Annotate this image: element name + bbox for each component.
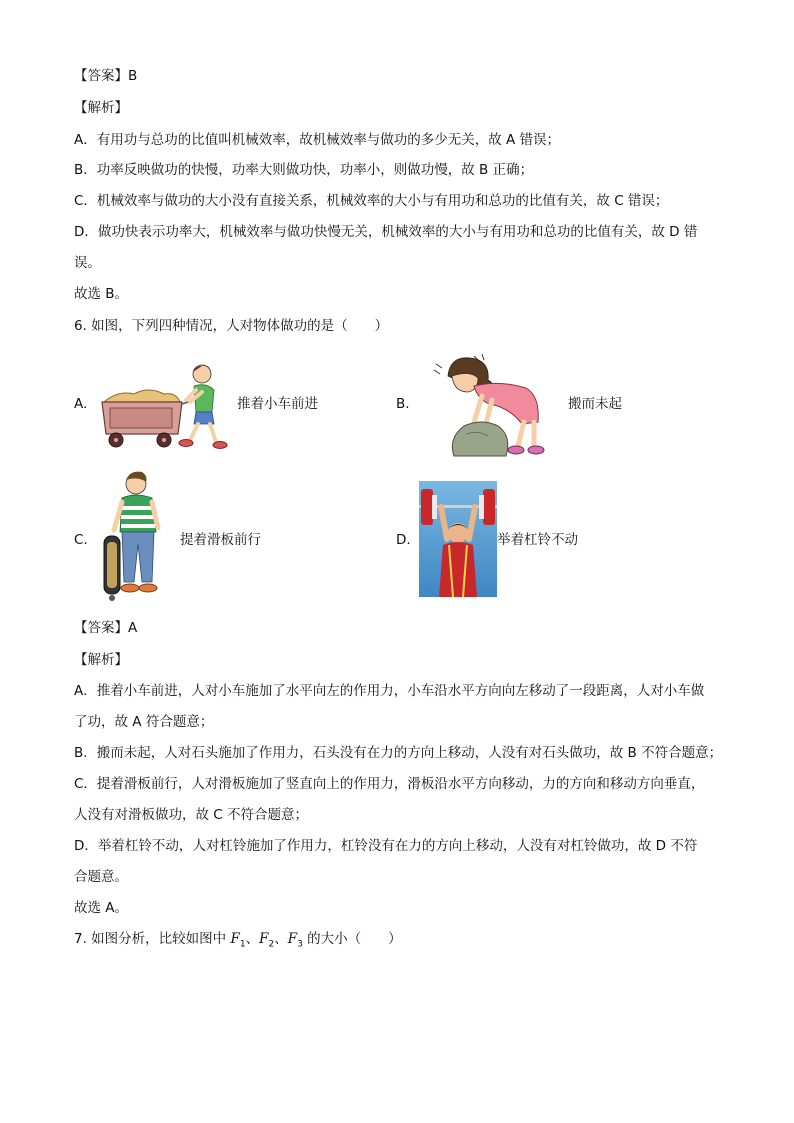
q5-analysis-c: C．机械效率与做功的大小没有直接关系，机械效率的大小与有用功和总功的比值有关，故 C 错误； <box>74 193 669 209</box>
force-f1-symbol: F <box>230 931 240 947</box>
q6-analysis-c-line2: 人没有对滑板做功，故 C 不符合题意； <box>74 807 309 823</box>
q5-analysis-b: B．功率反映做功的快慢，功率大则做功快，功率小，则做功慢，故 B 正确； <box>74 162 534 178</box>
option-d-letter: D. <box>396 532 411 548</box>
option-c-letter: C. <box>74 532 88 548</box>
q6-analysis-b: B．搬而未起，人对石头施加了作用力，石头没有在力的方向上移动，人没有对石头做功，故 B 不符合题意； <box>74 745 723 761</box>
boy-carrying-skateboard-illustration <box>100 470 166 606</box>
weightlifter-photo <box>419 481 497 597</box>
q6-analysis-d-line1: D．举着杠铃不动，人对杠铃施加了作用力，杠铃没有在力的方向上移动，人没有对杠铃做功，故 D 不符 <box>74 838 698 854</box>
force-f3-subscript: 3 <box>297 939 303 950</box>
q7-stem-suffix: 的大小（ ） <box>302 931 402 947</box>
option-d-caption: 举着杠铃不动 <box>497 532 578 548</box>
q5-conclusion: 故选 B。 <box>74 286 129 302</box>
q5-analysis-d-line2: 误。 <box>74 255 101 271</box>
force-f2-subscript: 2 <box>268 939 275 950</box>
girl-lifting-stone-illustration <box>430 352 554 458</box>
option-b-caption: 搬而未起 <box>568 396 622 412</box>
q5-analysis-a: A．有用功与总功的比值叫机械效率，故机械效率与做功的多少无关，故 A 错误； <box>74 132 561 148</box>
force-f1-subscript: 1 <box>239 939 246 950</box>
q6-conclusion: 故选 A。 <box>74 900 129 916</box>
option-c-caption: 提着滑板前行 <box>180 532 261 548</box>
option-a-caption: 推着小车前进 <box>237 396 318 412</box>
q7-separator-1: 、 <box>245 931 260 947</box>
q5-analysis-d-line1: D．做功快表示功率大，机械效率与做功快慢无关，机械效率的大小与有用功和总功的比值有关，故 D 错 <box>74 224 698 240</box>
q7-stem <box>74 929 402 955</box>
q6-analysis-a-line1: A．推着小车前进，人对小车施加了水平向左的作用力，小车沿水平方向向左移动了一段距离，人对小车做 <box>74 683 705 699</box>
option-b-letter: B. <box>396 396 410 412</box>
q6-analysis-d-line2: 合题意。 <box>74 869 128 885</box>
boy-pushing-cart-illustration <box>98 360 232 452</box>
q7-separator-2: 、 <box>274 931 288 947</box>
option-a-letter: A. <box>74 396 88 412</box>
q6-analysis-a-line2: 了功，故 A 符合题意； <box>74 714 214 730</box>
q6-stem: 6. 如图，下列四种情况，人对物体做功的是（ ） <box>74 318 389 334</box>
q6-analysis-c-line1: C．提着滑板前行，人对滑板施加了竖直向上的作用力，滑板沿水平方向移动，力的方向和移动方向垂直， <box>74 776 705 792</box>
force-f2-symbol: F <box>259 931 269 947</box>
q6-answer: 【答案】A <box>74 620 138 636</box>
q6-analysis-heading: 【解析】 <box>74 652 128 668</box>
q5-analysis-heading: 【解析】 <box>74 100 128 116</box>
q5-answer: 【答案】B <box>74 68 138 84</box>
q7-stem-prefix: 7. 如图分析，比较如图中 <box>74 931 231 947</box>
force-f3-symbol: F <box>287 931 298 947</box>
